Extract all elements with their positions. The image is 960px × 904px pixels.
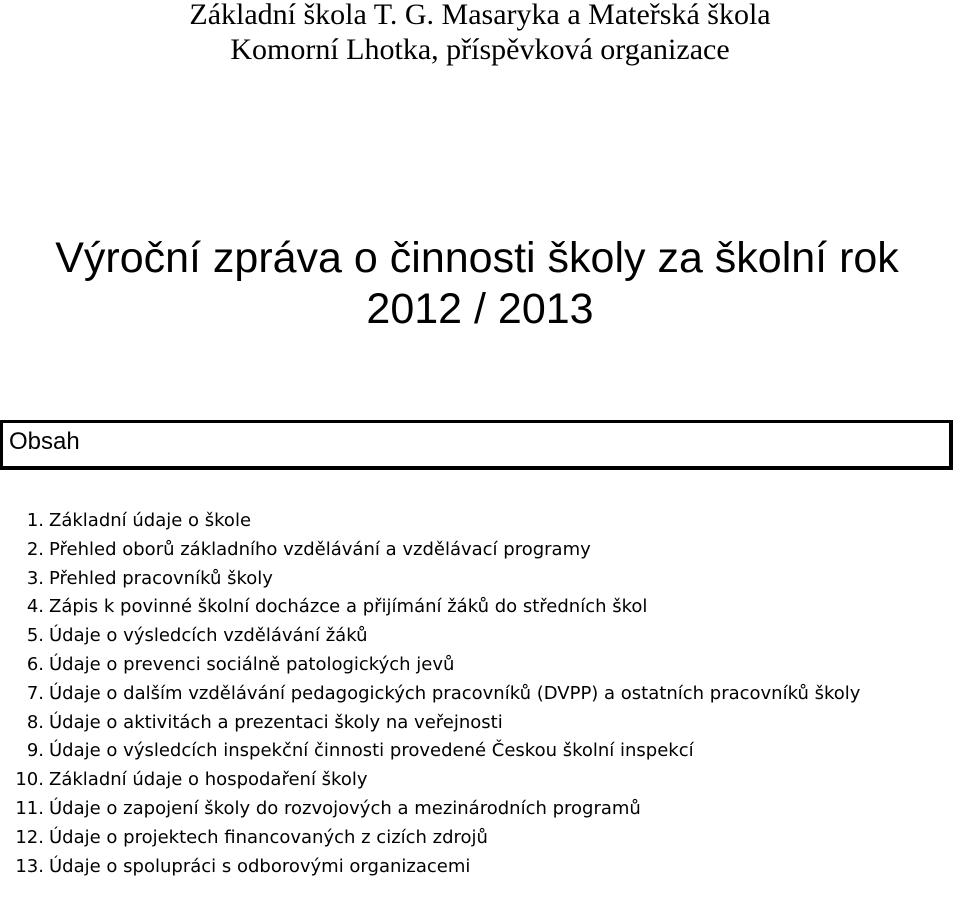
toc-item-number: 12.	[15, 826, 44, 848]
toc-item[interactable]	[10, 680, 955, 709]
toc-item[interactable]	[10, 766, 955, 795]
school-name-line-2: Komorní Lhotka, příspěvková organizace	[230, 33, 730, 66]
toc-item-text: Údaje o projektech financovaných z cizích zdrojů	[49, 826, 488, 848]
toc-heading: Obsah	[9, 428, 80, 455]
toc-item-text: Údaje o výsledcích inspekční činnosti provedené Českou školní inspekcí	[49, 740, 694, 762]
toc-heading-box	[0, 420, 953, 470]
toc-item-text: Údaje o dalším vzdělávání pedagogických pracovníků (DVPP) a ostatních pracovníků školy	[49, 682, 861, 704]
toc-item-number: 11.	[15, 797, 44, 819]
toc-item-number: 10.	[15, 769, 44, 791]
toc-item[interactable]	[10, 795, 955, 824]
toc-item-text: Přehled pracovníků školy	[49, 567, 273, 589]
toc-item-text: Základní údaje o škole	[49, 510, 252, 531]
toc-item-number: 1.	[26, 510, 44, 531]
toc-item-text: Údaje o výsledcích vzdělávání žáků	[49, 625, 368, 647]
toc-item-number: 3.	[26, 567, 44, 589]
toc-item-number: 5.	[26, 625, 44, 647]
toc-item-number: 2.	[26, 538, 44, 560]
toc-item-number: 8.	[26, 711, 44, 733]
toc-item[interactable]	[10, 737, 955, 766]
toc-item-text: Zápis k povinné školní docházce a přijímání žáků do středních škol	[49, 596, 648, 618]
toc-item-number: 13.	[15, 855, 44, 877]
report-title-line-1: Výroční zpráva o činnosti školy za školní rok	[55, 234, 899, 282]
toc-list	[10, 507, 955, 881]
toc-item[interactable]	[10, 709, 955, 738]
toc-item-text: Údaje o zapojení školy do rozvojových a mezinárodních programů	[49, 797, 641, 819]
toc-item-text: Údaje o spolupráci s odborovými organizacemi	[49, 855, 471, 877]
toc-item-text: Údaje o prevenci sociálně patologických jevů	[49, 653, 455, 675]
toc-item-text: Údaje o aktivitách a prezentaci školy na veřejnosti	[49, 711, 503, 733]
toc-item[interactable]	[10, 593, 955, 622]
school-name-line-1: Základní škola T. G. Masaryka a Mateřská škola	[189, 0, 771, 31]
toc-item[interactable]	[10, 622, 955, 651]
toc-item-number: 7.	[26, 682, 44, 704]
toc-item[interactable]	[10, 824, 955, 853]
toc-item[interactable]	[10, 507, 955, 536]
toc-item[interactable]	[10, 853, 955, 882]
toc-item[interactable]	[10, 565, 955, 594]
toc-item-text: Základní údaje o hospodaření školy	[49, 769, 368, 791]
toc-item-number: 6.	[26, 653, 44, 675]
toc-item-number: 9.	[26, 740, 44, 762]
toc-item-number: 4.	[26, 596, 44, 618]
toc-item-text: Přehled oborů základního vzdělávání a vzdělávací programy	[49, 538, 591, 560]
report-title-line-2: 2012 / 2013	[366, 285, 594, 333]
toc-item[interactable]	[10, 536, 955, 565]
toc-item[interactable]	[10, 651, 955, 680]
